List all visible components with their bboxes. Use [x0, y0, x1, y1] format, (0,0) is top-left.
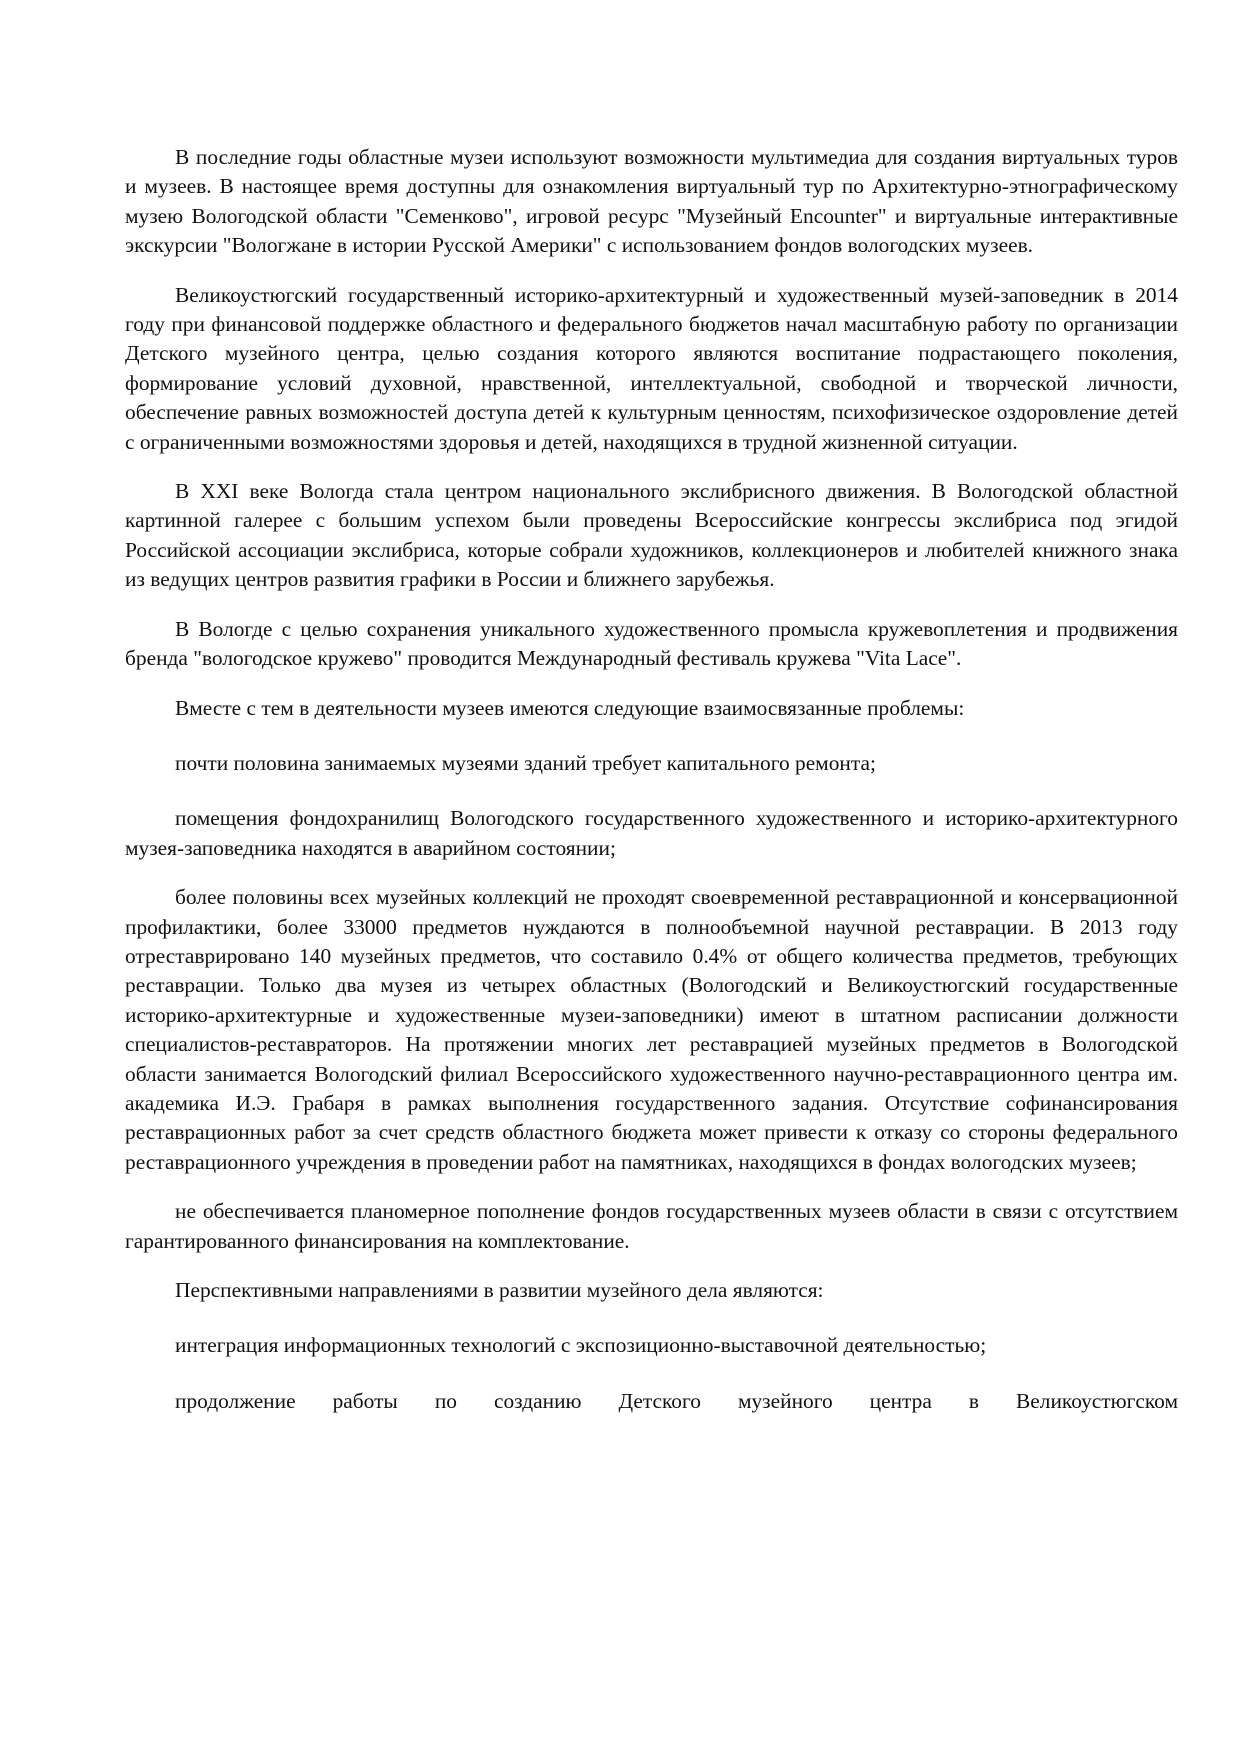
list-item-storage-emergency: помещения фондохранилищ Вологодского государственного художественного и историко-архитектурного музея-заповедника находятся в аварийном состоянии; [125, 806, 1178, 860]
paragraph-exlibris-movement: В XXI веке Вологда стала центром национального экслибрисного движения. В Вологодской областной картинной галерее с большим успехом были проведены Всероссийские конгрессы экслибриса под эгидой Российской ассоциации экслибриса, которые собрали художников, коллекционеров и любителей книжного знака из ведущих центров развития графики в России и ближнего зарубежья. [125, 479, 1178, 592]
document-page [125, 143, 1178, 1436]
paragraph-problems-intro: Вместе с тем в деятельности музеев имеются следующие взаимосвязанные проблемы: [175, 695, 965, 720]
list-item-it-integration: интеграция информационных технологий с экспозиционно-выставочной деятельностью; [175, 1333, 987, 1358]
list-item-building-repair: почти половина занимаемых музеями зданий требует капитального ремонта; [175, 750, 876, 775]
list-item-childrens-center-continuation: продолжение работы по созданию Детского музейного центра в Великоустюгском [175, 1388, 1178, 1413]
paragraph-virtual-tours: В последние годы областные музеи используют возможности мультимедиа для создания виртуальных туров и музеев. В настоящее время доступны для ознакомления виртуальный тур по Архитектурно-этнографическому музею Вологодской области "Семенково", игровой ресурс "Музейный Encounter" и виртуальные интерактивные экскурсии "Вологжане в истории Русской Америки" с использованием фондов вологодских музеев. [125, 145, 1178, 258]
paragraph-lace-festival: В Вологде с целью сохранения уникального художественного промысла кружевоплетения и продвижения бренда "вологодское кружево" проводится Международный фестиваль кружева "Vita Lace". [125, 616, 1178, 671]
list-item-acquisition-funding: не обеспечивается планомерное пополнение фондов государственных музеев области в связи с отсутствием гарантированного финансирования на комплектование. [125, 1199, 1178, 1253]
paragraph-perspectives-intro: Перспективными направлениями в развитии музейного дела являются: [175, 1278, 824, 1302]
paragraph-childrens-museum-center: Великоустюгский государственный историко-архитектурный и художественный музей-заповедник в 2014 году при финансовой поддержке областного и федерального бюджетов начал масштабную работу по организации Детского музейного центра, целью создания которого являются воспитание подрастающего поколения, формирование условий духовной, нравственной, интеллектуальной, свободной и творческой личности, обеспечение равных возможностей доступа детей к культурным ценностям, психофизическое оздоровление детей с ограниченными возможностями здоровья и детей, находящихся в трудной жизненной ситуации. [125, 282, 1178, 454]
list-item-restoration: более половины всех музейных коллекций не проходят своевременной реставрационной и консервационной профилактики, более 33000 предметов нуждаются в полнообъемной научной реставрации. В 2013 году отреставрировано 140 музейных предметов, что составило 0.4% от общего количества предметов, требующих реставрации. Только два музея из четырех областных (Вологодский и Великоустюгский государственные историко-архитектурные и художественные музеи-заповедники) имеют в штатном расписании должности специалистов-реставраторов. На протяжении многих лет реставрацией музейных предметов в Вологодской области занимается Вологодский филиал Всероссийского художественного научно-реставрационного центра им. академика И.Э. Грабаря в рамках выполнения государственного задания. Отсутствие софинансирования реставрационных работ за счет средств областного бюджета может привести к отказу со стороны федерального реставрационного учреждения в проведении работ на памятниках, находящихся в фондах вологодских музеев; [125, 885, 1178, 1174]
